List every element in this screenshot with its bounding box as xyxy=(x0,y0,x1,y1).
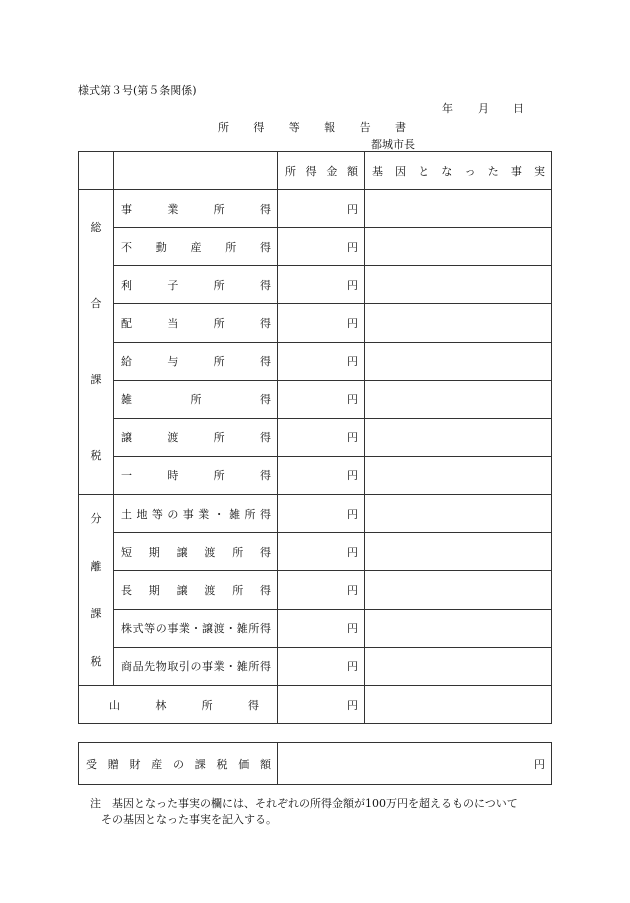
date-month: 月 xyxy=(478,102,489,115)
fact-cell[interactable] xyxy=(365,571,552,609)
table-row xyxy=(79,647,552,685)
income-label: 長 期 譲 渡 所 得 xyxy=(114,571,278,609)
income-label: 雑 所 得 xyxy=(114,380,278,418)
income-label: 配 当 所 得 xyxy=(114,304,278,342)
income-label: 給 与 所 得 xyxy=(114,342,278,380)
income-label: 土 地 等 の 事 業 ・ 雑 所 得 xyxy=(114,495,278,533)
gift-label: 受 贈 財 産 の 課 税 価 額 xyxy=(79,743,278,785)
fact-cell[interactable] xyxy=(365,304,552,342)
income-label: 一 時 所 得 xyxy=(114,456,278,494)
col-amount-header: 所 得 金 額 xyxy=(278,152,365,190)
note-line-1: 注 基因となった事実の欄には、それぞれの所得金額が100万円を超えるものについて xyxy=(90,797,518,810)
table-row xyxy=(79,228,552,266)
date-year: 年 xyxy=(442,102,453,115)
page-title: 所 得 等 報 告 書 xyxy=(218,121,406,134)
header-row xyxy=(79,152,552,190)
fact-cell[interactable] xyxy=(365,190,552,228)
fact-cell[interactable] xyxy=(365,418,552,456)
amount-cell[interactable]: 円 xyxy=(278,533,365,571)
fact-cell[interactable] xyxy=(365,342,552,380)
income-label: 不 動 産 所 得 xyxy=(114,228,278,266)
income-label: 商 品 先 物 取 引 の 事 業 ・ 雑 所 得 xyxy=(114,647,278,685)
table-row xyxy=(79,418,552,456)
amount-cell[interactable]: 円 xyxy=(278,647,365,685)
gift-amount-cell[interactable] xyxy=(278,743,552,785)
table-row xyxy=(79,609,552,647)
table-row xyxy=(79,456,552,494)
fact-cell[interactable] xyxy=(365,228,552,266)
form-number: 様式第３号(第５条関係) xyxy=(78,84,197,97)
amount-cell[interactable]: 円 xyxy=(278,266,365,304)
yen-unit: 円 xyxy=(534,757,545,771)
fact-cell[interactable] xyxy=(365,495,552,533)
fact-cell[interactable] xyxy=(365,609,552,647)
date-day: 日 xyxy=(513,102,524,115)
forest-label: 山 林 所 得 xyxy=(79,686,278,724)
amount-cell[interactable]: 円 xyxy=(278,418,365,456)
income-label: 株 式 等 の 事 業 ・ 譲 渡 ・ 雑 所 得 xyxy=(114,609,278,647)
amount-cell[interactable]: 円 xyxy=(278,686,365,724)
income-label: 短 期 譲 渡 所 得 xyxy=(114,533,278,571)
amount-cell[interactable]: 円 xyxy=(278,571,365,609)
table-row xyxy=(79,495,552,533)
fact-cell[interactable] xyxy=(365,266,552,304)
group-separate-tax: 分 離 課 税 xyxy=(79,495,114,686)
addressee: 都城市長 xyxy=(371,138,415,151)
amount-cell[interactable]: 円 xyxy=(278,380,365,418)
col-fact-header: 基 因 と な っ た 事 実 xyxy=(365,152,552,190)
table-row xyxy=(79,533,552,571)
table-row xyxy=(79,190,552,228)
amount-cell[interactable]: 円 xyxy=(278,190,365,228)
amount-cell[interactable]: 円 xyxy=(278,228,365,266)
fact-cell[interactable] xyxy=(365,533,552,571)
table-row xyxy=(79,342,552,380)
gift-table xyxy=(78,742,552,785)
fact-cell[interactable] xyxy=(365,380,552,418)
fact-cell[interactable] xyxy=(365,686,552,724)
table-row xyxy=(79,266,552,304)
note-line-2: その基因となった事実を記入する。 xyxy=(101,813,277,826)
fact-cell[interactable] xyxy=(365,456,552,494)
forest-row xyxy=(79,686,552,724)
amount-cell[interactable]: 円 xyxy=(278,304,365,342)
amount-cell[interactable]: 円 xyxy=(278,342,365,380)
income-table xyxy=(78,151,552,724)
group-general-tax: 総 合 課 税 xyxy=(79,190,114,495)
income-label: 事 業 所 得 xyxy=(114,190,278,228)
amount-cell[interactable]: 円 xyxy=(278,456,365,494)
fact-cell[interactable] xyxy=(365,647,552,685)
table-row xyxy=(79,304,552,342)
table-row xyxy=(79,571,552,609)
income-label: 譲 渡 所 得 xyxy=(114,418,278,456)
income-label: 利 子 所 得 xyxy=(114,266,278,304)
amount-cell[interactable]: 円 xyxy=(278,495,365,533)
amount-cell[interactable]: 円 xyxy=(278,609,365,647)
table-row xyxy=(79,380,552,418)
